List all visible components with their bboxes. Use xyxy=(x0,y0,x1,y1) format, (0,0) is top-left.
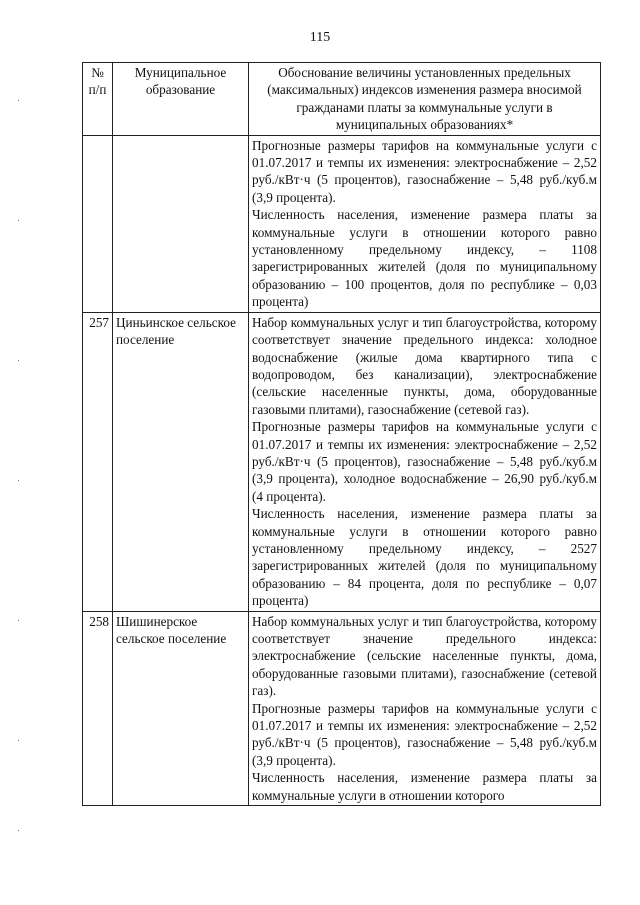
header-num: № п/п xyxy=(83,63,113,136)
row-justification xyxy=(249,135,601,312)
row-paragraph: Набор коммунальных услуг и тип благоустройства, которому соответствует значение предельного индекса: электроснабжение (сельские населенные пункты, дома, оборудованные газовыми плитами), газоснабжение (сетевой газ). xyxy=(252,613,597,699)
row-municipality: Шишинерское сельское поселение xyxy=(113,611,249,805)
row-paragraph: Численность населения, изменение размера платы за коммунальные услуги в отношении которого равно установленному предельному индексу, – 2527 зарегистрированных жителей (доля по муниципальному образованию – 84 процента, доля по республике – 0,07 процента) xyxy=(252,506,597,609)
tariff-index-table xyxy=(82,62,601,806)
row-paragraph: Прогнозные размеры тарифов на коммунальные услуги с 01.07.2017 и темпы их изменения: электроснабжение – 2,52 руб./кВт·ч (5 процентов), газоснабжение – 5,48 руб./куб.м (3,9 процента). xyxy=(252,137,597,205)
row-justification xyxy=(249,312,601,611)
row-paragraph: Численность населения, изменение размера платы за коммунальные услуги в отношении которого xyxy=(252,770,597,803)
row-paragraph: Набор коммунальных услуг и тип благоустройства, которому соответствует значение предельного индекса: холодное водоснабжение (жилые дома квартирного типа с водопроводом, без канализации), электроснабжение (сельские населенные пункты, дома, оборудованные газовыми плитами), газоснабжение (сетевой газ). xyxy=(252,314,597,417)
page-number: 115 xyxy=(309,30,331,45)
row-paragraph: Прогнозные размеры тарифов на коммунальные услуги с 01.07.2017 и темпы их изменения: электроснабжение – 2,52 руб./кВт·ч (5 процентов), газоснабжение – 5,48 руб./куб.м (3,9 процента). xyxy=(252,700,597,768)
table-header-row xyxy=(83,63,601,136)
table-row xyxy=(83,135,601,312)
row-municipality: Циньинское сельское поселение xyxy=(113,312,249,611)
row-paragraph: Прогнозные размеры тарифов на коммунальные услуги с 01.07.2017 и темпы их изменения: электроснабжение – 2,52 руб./кВт·ч (5 процентов), газоснабжение – 5,48 руб./куб.м (3,9 процента), холодное водоснабжение – 26,90 руб./куб.м (4 процента). xyxy=(252,419,597,504)
row-number: 257 xyxy=(83,312,113,611)
table-row xyxy=(83,611,601,805)
margin-scan-marks xyxy=(18,100,20,860)
row-number xyxy=(83,135,113,312)
row-justification xyxy=(249,611,601,805)
row-number: 258 xyxy=(83,611,113,805)
table-row xyxy=(83,312,601,611)
row-municipality xyxy=(113,135,249,312)
row-paragraph: Численность населения, изменение размера платы за коммунальные услуги в отношении которого равно установленному предельному индексу, – 1108 зарегистрированных жителей (доля по муниципальному образованию – 100 процентов, доля по республике – 0,03 процента) xyxy=(252,207,597,310)
header-municipality: Муниципальное образование xyxy=(113,63,249,136)
header-justification: Обоснование величины установленных предельных (максимальных) индексов изменения размера вносимой гражданами платы за коммунальные услуги в муниципальных образованиях* xyxy=(249,63,601,136)
